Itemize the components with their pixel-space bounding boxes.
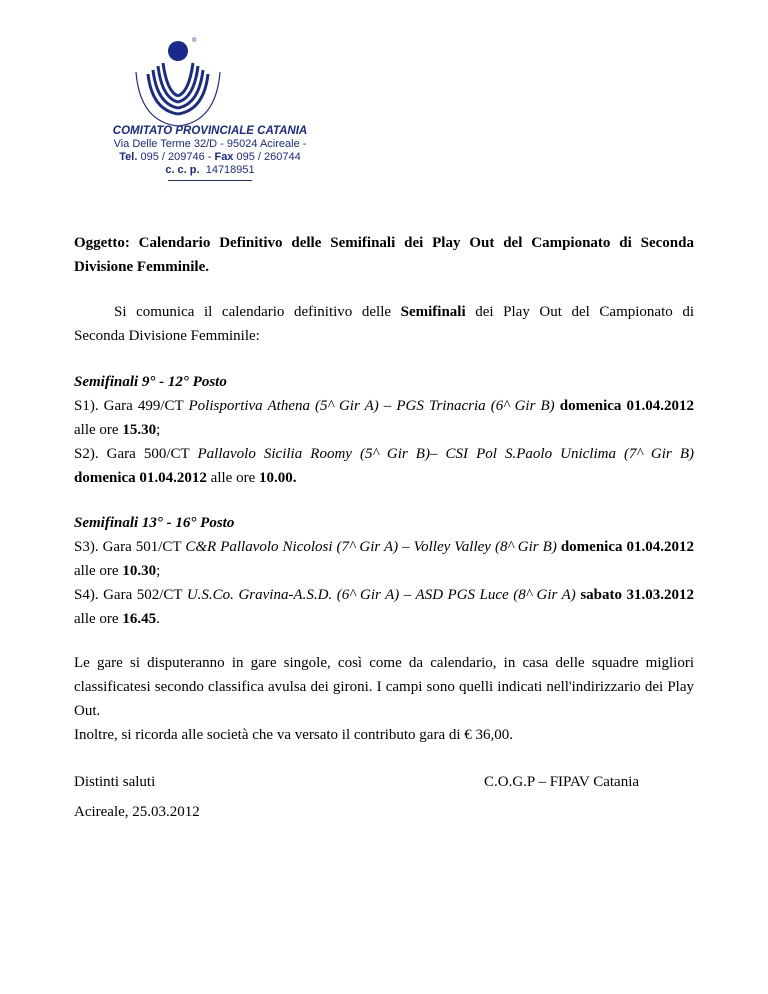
section-9-12 <box>74 370 694 490</box>
match-s3: S3). Gara 501/CT C&R Pallavolo Nicolosi (7^ Gir A) – Volley Valley (8^ Gir B) domenica 01.04.2012 alle ore 10.30; <box>74 539 695 579</box>
closing-text-2: Inoltre, si ricorda alle società che va versato il contributo gara di € 36,00. <box>74 727 514 743</box>
match-s1: S1). Gara 499/CT Polisportiva Athena (5^ Gir A) – PGS Trinacria (6^ Gir B) domenica 01.04.2012 alle ore 15.30; <box>74 398 694 438</box>
subject-line: Oggetto: Calendario Definitivo delle Semifinali dei Play Out del Campionato di Seconda Divisione Femminile. <box>74 235 694 275</box>
committee-title: COMITATO PROVINCIALE CATANIA <box>112 125 308 137</box>
intro-rest-2: Seconda Divisione Femminile: <box>74 328 260 344</box>
section-heading: Semifinali 9° - 12° Posto <box>74 374 227 390</box>
committee-phone-fax: Tel. 095 / 209746 - Fax 095 / 260744 <box>119 151 301 163</box>
place-date: Acireale, 25.03.2012 <box>74 804 200 820</box>
section-13-16 <box>74 511 694 631</box>
committee-ccp: c. c. p. 14718951 <box>165 164 255 176</box>
section-heading: Semifinali 13° - 16° Posto <box>74 515 235 531</box>
letterhead-divider <box>168 180 252 181</box>
intro-paragraph: Si comunica il calendario definitivo delle Semifinali dei Play Out del Campionato di Seconda Divisione Femminile: <box>74 304 695 344</box>
signer: C.O.G.P – FIPAV Catania <box>484 774 640 790</box>
closing-text-1: Le gare si disputeranno in gare singole, così come da calendario, in casa delle squadre migliori classificatesi secondo classifica avulsa dei gironi. I campi sono quelli indicati nell'indirizzario dei Play Out. <box>74 655 694 719</box>
svg-text:®: ® <box>192 38 197 44</box>
letterhead-text <box>70 124 350 181</box>
intro-rest-1: dei Play Out del Campionato di <box>465 304 695 320</box>
greeting: Distinti saluti <box>74 774 156 790</box>
match-s4: S4). Gara 502/CT U.S.Co. Gravina-A.S.D. (6^ Gir A) – ASD PGS Luce (8^ Gir A) sabato 31.03.2012 alle ore 16.45. <box>74 587 695 627</box>
match-s2: S2). Gara 500/CT Pallavolo Sicilia Roomy (5^ Gir B)– CSI Pol S.Paolo Uniclima (7^ Gir B) domenica 01.04.2012 alle ore 10.00. <box>74 446 694 486</box>
committee-address: Via Delle Terme 32/D - 95024 Acireale - <box>113 138 307 150</box>
letterhead <box>70 30 350 190</box>
closing-paragraphs <box>74 651 694 747</box>
